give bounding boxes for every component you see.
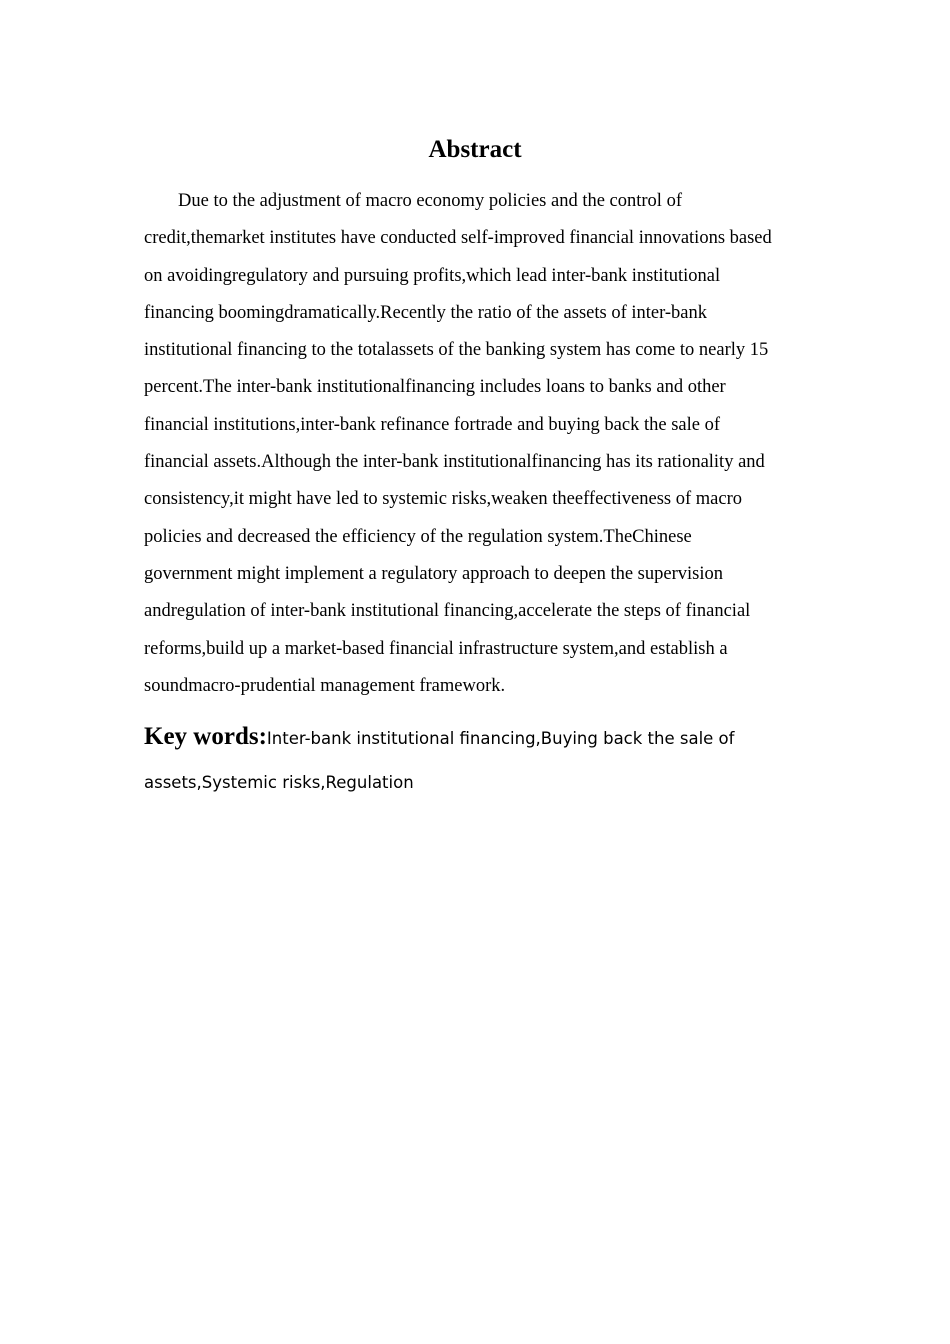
abstract-line: andregulation of inter-bank institutional financing,accelerate the steps of financial [144,601,751,622]
abstract-line: institutional financing to the totalassets of the banking system has come to nearly 15 [144,340,769,361]
keywords-section [144,715,824,803]
abstract-line: financing boomingdramatically.Recently the ratio of the assets of inter-bank [144,302,708,323]
abstract-line: government might implement a regulatory approach to deepen the supervision [144,563,723,584]
abstract-line: soundmacro-prudential management framework. [144,675,506,696]
keywords-text-continued: assets,Systemic risks,Regulation [144,773,414,792]
abstract-line: Due to the adjustment of macro economy policies and the control of [178,191,682,211]
abstract-paragraph [144,183,814,705]
abstract-line: on avoidingregulatory and pursuing profits,which lead inter-bank institutional [144,265,721,286]
abstract-line: financial assets.Although the inter-bank institutionalfinancing has its rationality and [144,452,765,473]
abstract-line: financial institutions,inter-bank refinance fortrade and buying back the sale of [144,414,721,435]
abstract-line: reforms,build up a market-based financial infrastructure system,and establish a [144,638,728,659]
keywords-label: Key words: [144,723,267,750]
abstract-heading: Abstract [428,136,522,163]
keywords-line [144,715,824,763]
abstract-line: credit,themarket institutes have conducted self-improved financial innovations based [144,228,772,249]
keywords-text: Inter-bank institutional financing,Buying back the sale of [266,729,735,748]
abstract-line: policies and decreased the efficiency of the regulation system.TheChinese [144,526,692,547]
abstract-line: consistency,it might have led to systemic risks,weaken theeffectiveness of macro [144,489,742,510]
abstract-line: percent.The inter-bank institutionalfinancing includes loans to banks and other [144,377,726,398]
